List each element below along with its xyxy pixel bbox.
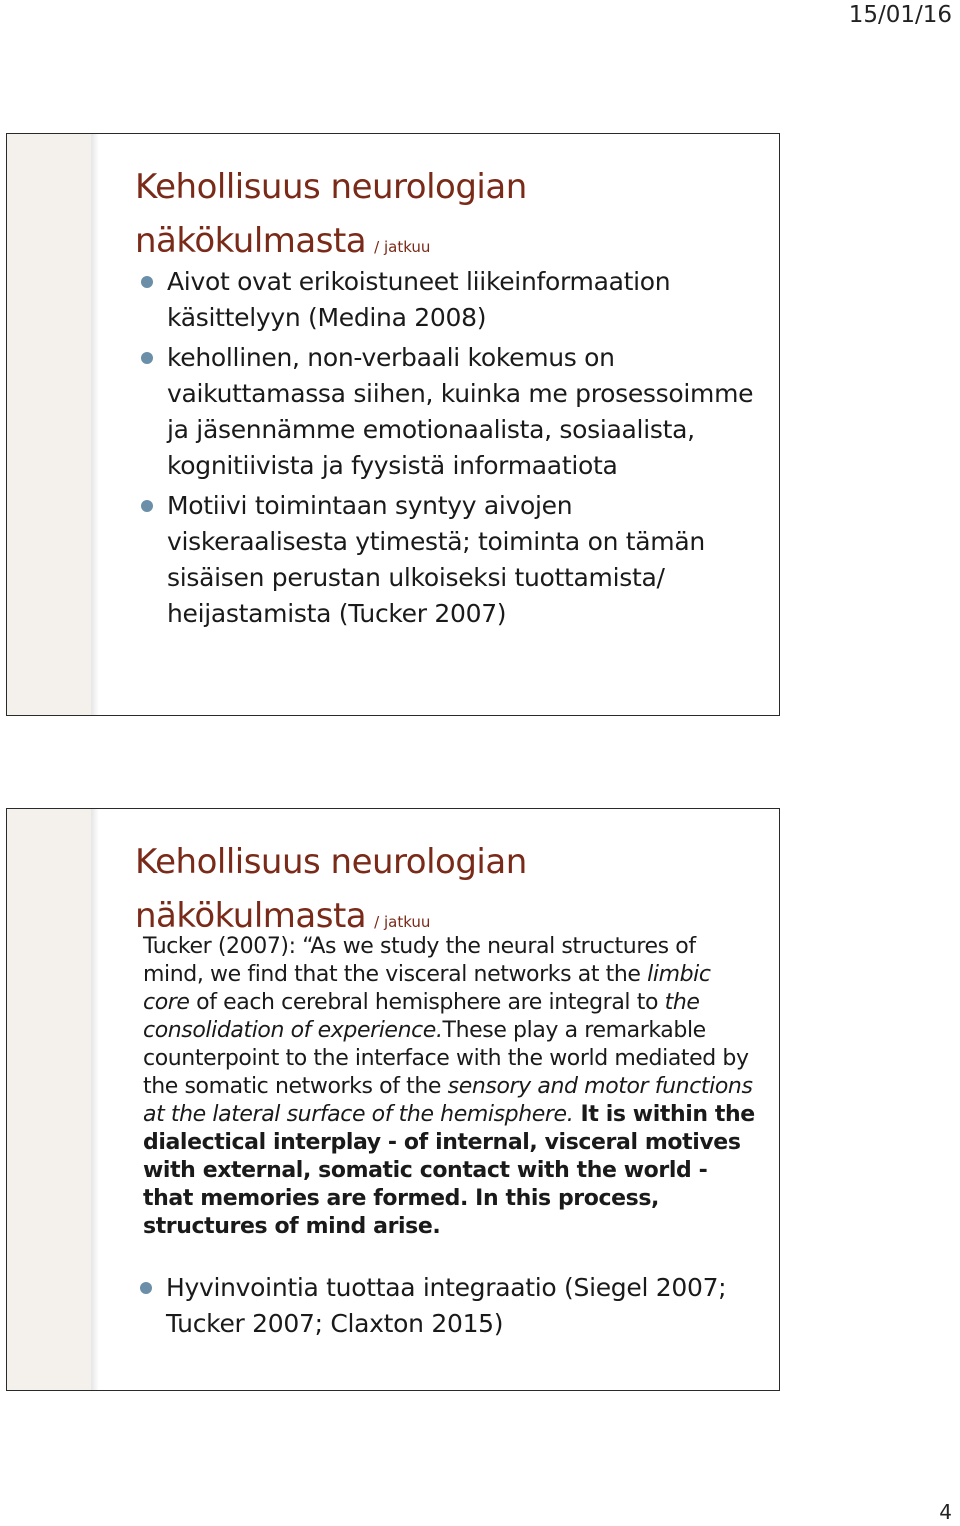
page-date: 15/01/16 <box>848 2 952 28</box>
slide-1-title <box>135 160 527 274</box>
slide-band-shadow <box>91 809 99 1390</box>
quote-part-2: limbic core <box>143 962 711 1015</box>
list-item <box>138 1270 758 1342</box>
bullet-text: kehollinen, non-verbaali kokemus on vaikuttamassa siihen, kuinka me prosessoimme ja jäsennämme emotionaalista, sosiaalista, kognitiivista ja fyysistä informaatiota <box>167 343 754 480</box>
bullet-icon <box>141 500 153 512</box>
bullet-icon <box>141 352 153 364</box>
slide-1-title-text: Kehollisuus neurologian näkökulmasta <box>135 167 527 261</box>
list-item <box>139 340 759 484</box>
slide-band-shadow <box>91 134 99 715</box>
slide-side-band <box>7 809 91 1390</box>
quote-part-6: sensory and motor functions at the lateral surface of the hemisphere. <box>143 1074 753 1127</box>
slide-2-title-suffix: / jatkuu <box>374 913 431 931</box>
bullet-icon <box>140 1282 152 1294</box>
quote-part-7: It is within the dialectical interplay - of internal, visceral motives with external, somatic contact with the world - that memories are formed. In this process, structures of mind arise. <box>143 1102 755 1239</box>
quote-part-1: Tucker (2007): “As we study the neural structures of mind, we find that the visceral networks at the <box>143 934 696 987</box>
slide-1-title-suffix: / jatkuu <box>374 238 431 256</box>
list-item <box>139 264 759 336</box>
slide-side-band <box>7 134 91 715</box>
slide-2-title <box>135 835 527 949</box>
slide-2-final-bullet-list <box>138 1270 758 1346</box>
list-item <box>139 488 759 632</box>
bullet-text: Hyvinvointia tuottaa integraatio (Siegel 2007; Tucker 2007; Claxton 2015) <box>166 1273 727 1338</box>
bullet-text: Motiivi toimintaan syntyy aivojen viskeraalisesta ytimestä; toiminta on tämän sisäisen perustan ulkoiseksi tuottamista/ heijastamista (Tucker 2007) <box>167 491 705 628</box>
quote-part-5: These play a remarkable counterpoint to the interface with the world mediated by the somatic networks of the <box>143 1018 749 1099</box>
slide-1-bullet-list <box>139 264 759 636</box>
quote-part-3: of each cerebral hemisphere are integral to <box>189 990 665 1015</box>
slide-2-title-text: Kehollisuus neurologian näkökulmasta <box>135 842 527 936</box>
slide-2-quote <box>143 933 758 1241</box>
slide-1 <box>6 133 780 716</box>
page-number: 4 <box>939 1500 952 1524</box>
bullet-icon <box>141 276 153 288</box>
bullet-text: Aivot ovat erikoistuneet liikeinformaation käsittelyyn (Medina 2008) <box>167 267 671 332</box>
quote-part-4: the consolidation of experience. <box>143 990 700 1043</box>
